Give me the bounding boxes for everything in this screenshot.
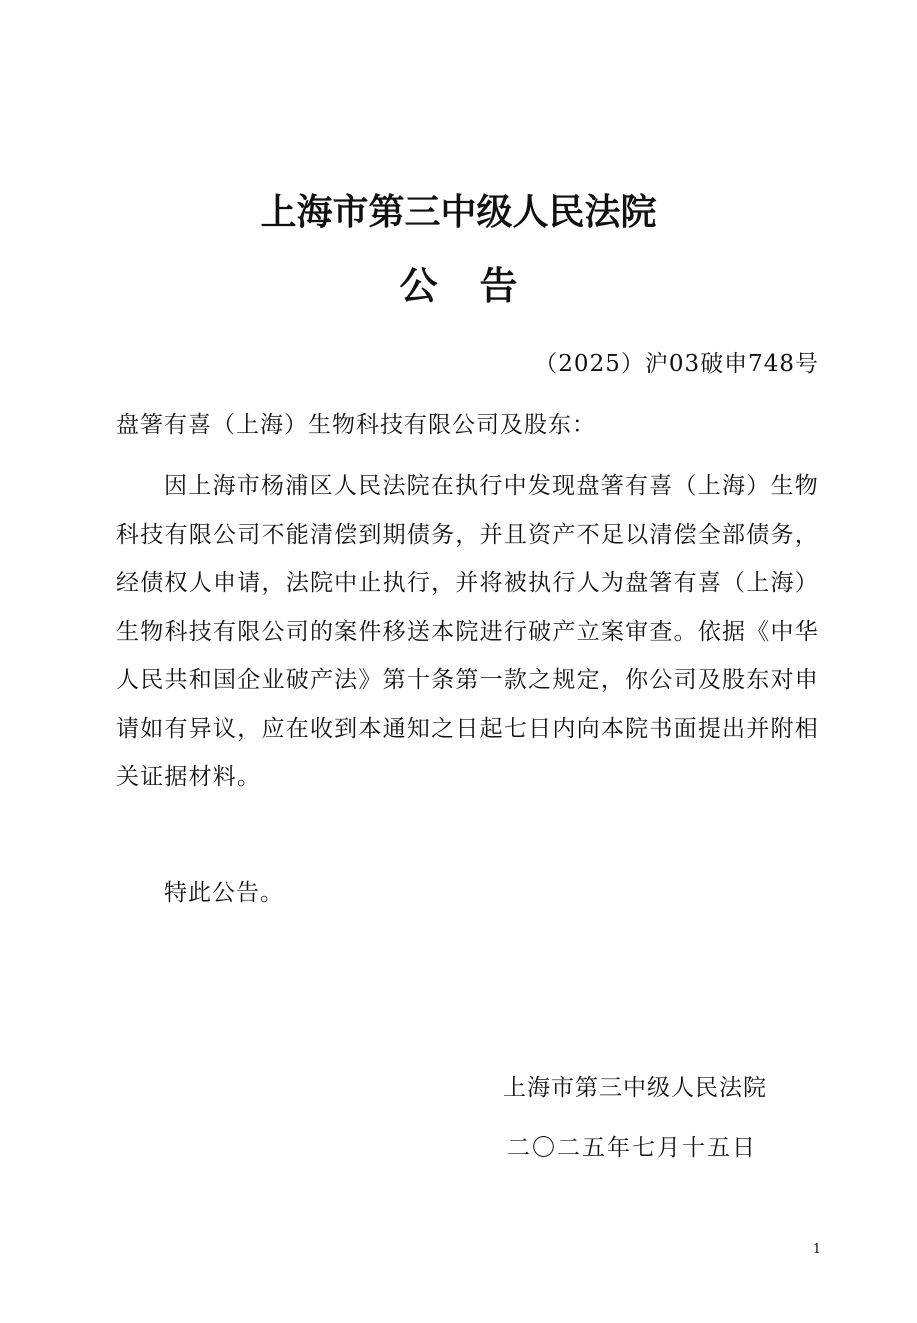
notice-title — [0, 258, 917, 314]
court-name-heading: 上海市第三中级人民法院 — [260, 191, 657, 233]
case-number: （2025）沪03破申748号 — [534, 351, 819, 377]
notice-title-char-2: 告 — [479, 263, 518, 308]
issuing-court-signature: 上海市第三中级人民法院 — [503, 1075, 767, 1101]
closing-statement: 特此公告。 — [164, 880, 284, 906]
notice-title-char-1: 公 — [399, 263, 438, 308]
addressee: 盘箸有喜（上海）生物科技有限公司及股东： — [116, 412, 596, 438]
page-number: 1 — [812, 1242, 821, 1257]
notice-body: 因上海市杨浦区人民法院在执行中发现盘箸有喜（上海）生物科技有限公司不能清偿到期债务，并且资产不足以清偿全部债务，经债权人申请，法院中止执行，并将被执行人为盘箸有喜（上海）生物科技有限公司的案件移送本院进行破产立案审查。依据《中华人民共和国企业破产法》第十条第一款之规定，你公司及股东对申请如有异议，应在收到本通知之日起七日内向本院书面提出并附相关证据材料。 — [116, 473, 819, 790]
issue-date: 二〇二五年七月十五日 — [507, 1135, 757, 1161]
